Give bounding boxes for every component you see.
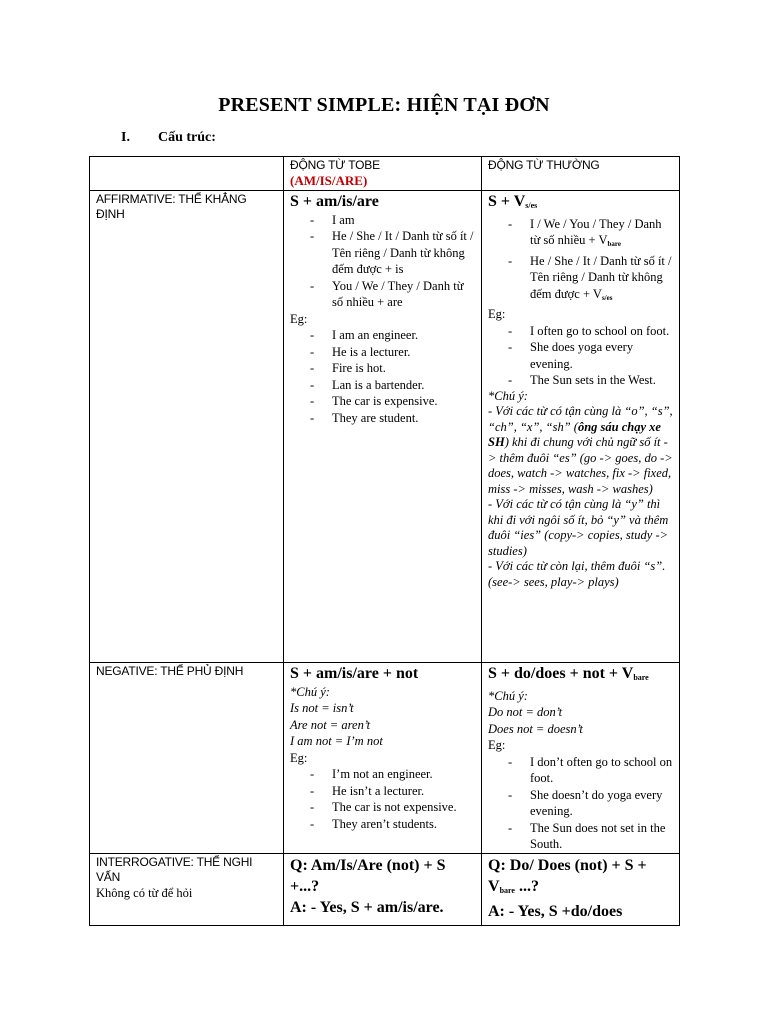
note-mnemonic: ông sáu chạy xe SH xyxy=(488,419,661,449)
interrogative-tobe-answer: A: - Yes, S + am/is/are. xyxy=(290,898,444,916)
item-text: I / We / You / They / Danh từ số nhiều + V xyxy=(530,216,662,247)
table-row-affirmative xyxy=(90,190,680,662)
note-block xyxy=(488,389,674,591)
negative-verb-formula xyxy=(488,664,674,688)
note-1 xyxy=(488,404,674,497)
affirmative-label-cell xyxy=(90,190,284,662)
affirmative-verb-cell xyxy=(482,190,680,662)
note-line: Does not = doesn’t xyxy=(488,721,583,736)
list-item: - He / She / It / Danh từ số ít / Tên riêng / Danh từ không đếm được + is xyxy=(290,228,476,278)
note-line: Is not = isn’t xyxy=(290,701,354,715)
list-item: - The car is expensive. xyxy=(290,393,476,410)
interrogative-label-cell xyxy=(90,853,284,925)
table-row-interrogative xyxy=(90,853,680,925)
interrogative-verb-question-line1: Q: Do/ Does (not) + S + xyxy=(488,856,647,874)
list-item: - He is a lecturer. xyxy=(290,344,476,361)
negative-verb-cell xyxy=(482,662,680,853)
list-item: - They are student. xyxy=(290,410,476,427)
section-heading xyxy=(121,130,216,146)
list-item: - I’m not an engineer. xyxy=(290,766,476,783)
formula-text: S + V xyxy=(488,192,526,210)
list-item: - The Sun does not set in the South. xyxy=(488,820,674,853)
list-item: - You / We / They / Danh từ số nhiều + are xyxy=(290,278,476,311)
note-2: - Với các từ có tận cùng là “y” thì khi đi với ngôi số ít, bỏ “y” và thêm đuôi “ies” (copy-> copies, study -> studies) xyxy=(488,497,669,558)
affirmative-tobe-examples xyxy=(290,327,476,426)
list-item: - Lan is a bartender. xyxy=(290,377,476,394)
interrogative-verb-cell xyxy=(482,853,680,925)
q-text: V xyxy=(488,877,500,895)
q-text: ...? xyxy=(514,877,539,895)
interrogative-label: INTERROGATIVE: THỂ NGHI VẤN xyxy=(96,854,253,884)
list-item: - They aren’t students. xyxy=(290,816,476,833)
example-label: Eg: xyxy=(488,307,506,321)
interrogative-sub-label: Không có từ để hỏi xyxy=(96,885,193,900)
interrogative-verb-question-line2 xyxy=(488,876,674,901)
q-subscript: bare xyxy=(499,885,515,895)
header-empty-cell xyxy=(90,157,284,191)
list-item xyxy=(488,253,674,307)
interrogative-verb-answer: A: - Yes, S +do/does xyxy=(488,902,623,920)
page-title: PRESENT SIMPLE: HIỆN TẠI ĐƠN xyxy=(218,94,550,116)
note-label: *Chú ý: xyxy=(488,688,528,703)
example-label: Eg: xyxy=(290,311,308,326)
negative-tobe-cell xyxy=(284,662,482,853)
list-item: - He isn’t a lecturer. xyxy=(290,783,476,800)
affirmative-verb-list xyxy=(488,216,674,307)
note-label: *Chú ý: xyxy=(488,388,528,403)
table-header-row xyxy=(90,157,680,191)
affirmative-tobe-cell xyxy=(284,190,482,662)
list-item: - I am an engineer. xyxy=(290,327,476,344)
table-row-negative xyxy=(90,662,680,853)
formula-subscript: bare xyxy=(633,672,649,682)
list-item: - She doesn’t do yoga every evening. xyxy=(488,787,674,820)
interrogative-tobe-cell xyxy=(284,853,482,925)
item-text: He / She / It / Danh từ số ít / Tên riêng / Danh từ không đếm được + V xyxy=(530,253,672,301)
list-item: - The car is not expensive. xyxy=(290,799,476,816)
section-label: Cấu trúc: xyxy=(158,130,216,145)
header-verb-label: ĐỘNG TỪ THƯỜNG xyxy=(488,158,600,172)
example-label: Eg: xyxy=(488,738,506,752)
formula-subscript: s/es xyxy=(525,200,538,210)
item-subscript: s/es xyxy=(601,293,613,302)
header-verb-cell xyxy=(482,157,680,191)
interrogative-tobe-question: Q: Am/Is/Are (not) + S +...? xyxy=(290,856,446,895)
note-text: ) khi đi chung với chủ ngữ số ít -> thêm đuôi “es” (go -> goes, do -> does, watch -> watches, fix -> fixed, miss -> misses, wash -> washes) xyxy=(488,435,673,496)
negative-verb-examples xyxy=(488,754,674,853)
list-item: - She does yoga every evening. xyxy=(488,339,674,372)
affirmative-verb-formula xyxy=(488,192,674,216)
header-tobe-forms: (AM/IS/ARE) xyxy=(290,173,368,188)
list-item: - I am xyxy=(290,212,476,229)
list-item: - Fire is hot. xyxy=(290,360,476,377)
note-line: I am not = I’m not xyxy=(290,734,383,748)
negative-tobe-examples xyxy=(290,766,476,832)
negative-tobe-formula: S + am/is/are + not xyxy=(290,664,419,682)
section-number: I. xyxy=(121,130,130,145)
affirmative-tobe-list xyxy=(290,212,476,311)
note-text: - Với các từ có tận cùng là “o”, “s”, “ch”, “x”, “sh” ( xyxy=(488,404,673,434)
header-tobe-cell xyxy=(284,157,482,191)
negative-label-cell xyxy=(90,662,284,853)
note-line: Do not = don’t xyxy=(488,705,563,719)
affirmative-verb-examples xyxy=(488,323,674,389)
example-label: Eg: xyxy=(290,750,308,765)
grammar-table xyxy=(89,156,680,926)
note-line: Are not = aren’t xyxy=(290,717,371,732)
note-label: *Chú ý: xyxy=(290,684,330,699)
affirmative-tobe-formula: S + am/is/are xyxy=(290,192,379,210)
item-subscript: bare xyxy=(607,240,621,248)
list-item: - The Sun sets in the West. xyxy=(488,372,674,389)
negative-label: NEGATIVE: THỂ PHỦ ĐỊNH xyxy=(96,663,244,678)
affirmative-label: AFFIRMATIVE: THỂ KHẲNG ĐỊNH xyxy=(96,191,247,221)
list-item: - I often go to school on foot. xyxy=(488,323,674,340)
list-item xyxy=(488,216,674,253)
header-tobe-label: ĐỘNG TỪ TOBE xyxy=(290,158,380,172)
formula-text: S + do/does + not + V xyxy=(488,664,634,682)
note-3: - Với các từ còn lại, thêm đuôi “s”. (see-> sees, play-> plays) xyxy=(488,559,666,589)
list-item: - I don’t often go to school on foot. xyxy=(488,754,674,787)
